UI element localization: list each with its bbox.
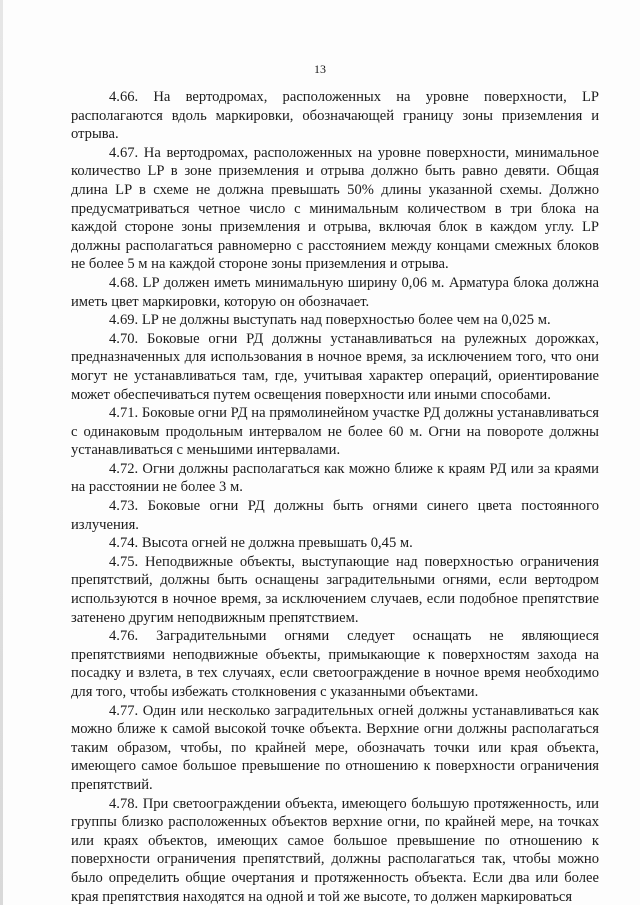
paragraph-4-69: 4.69. LP не должны выступать над поверхностью более чем на 0,025 м. bbox=[109, 312, 551, 329]
paragraph-4-72: 4.72. Огни должны располагаться как можно ближе к краям РД или за краями на расстоянии не более 3 м. bbox=[71, 460, 599, 496]
paragraph-4-67: 4.67. На вертодромах, расположенных на уровне поверхности, минимальное количество LP в зоне приземления и отрыва должно быть равно девяти. Общая длина LP в схеме не должна превышать 50% длины указанной схемы. Должно предусматриваться четное число с минимальным количеством в три блока на каждой стороне зоны приземления и отрыва, включая блок в каждом углу. LP должны располагаться равномерно с расстоянием между концами смежных блоков не более 5 м на каждой стороне зоны приземления и отрыва. bbox=[71, 144, 599, 273]
document-body bbox=[71, 88, 599, 906]
paragraph-4-68: 4.68. LP должен иметь минимальную ширину 0,06 м. Арматура блока должна иметь цвет маркировки, которую он обозначает. bbox=[71, 274, 599, 310]
paragraph-4-71: 4.71. Боковые огни РД на прямолинейном участке РД должны устанавливаться с одинаковым продольным интервалом не более 60 м. Огни на повороте должны устанавливаться с меньшими интервалами. bbox=[71, 405, 599, 459]
paragraph-4-70: 4.70. Боковые огни РД должны устанавливаться на рулежных дорожках, предназначенных для использования в ночное время, за исключением того, что они могут не устанавливаться там, где, учитывая характер операций, ориентирование может обеспечиваться путем освещения поверхности или иными способами. bbox=[71, 330, 599, 403]
paragraph-4-73: 4.73. Боковые огни РД должны быть огнями синего цвета постоянного излучения. bbox=[71, 498, 599, 533]
paragraph-4-77: 4.77. Один или несколько заградительных огней должны устанавливаться как можно ближе к самой высокой точке объекта. Верхние огни должны располагаться таким образом, чтобы, по крайней мере, обозначать точки или края объекта, имеющего самое большое превышение по отношению к поверхности ограничения препятствий. bbox=[71, 702, 599, 793]
paragraph-4-75: 4.75. Неподвижные объекты, выступающие над поверхностью ограничения препятствий, должны быть оснащены заградительными огнями, если вертодром используются в ночное время, за исключением случаев, если подобное препятствие затенено другим неподвижным препятствием. bbox=[71, 553, 599, 626]
paragraph-4-78: 4.78. При светоограждении объекта, имеющего большую протяженность, или группы близко расположенных объектов верхние огни, по крайней мере, на точках или краях объектов, имеющих самое большое превышение по отношению к поверхности ограничения препятствий, должны располагаться так, чтобы можно было определить общие очертания и протяженность объекта. Если два или более края препятствия находятся на одной и той же высоте, то должен маркироваться bbox=[71, 795, 599, 905]
paragraph-4-74: 4.74. Высота огней не должна превышать 0,45 м. bbox=[109, 535, 413, 552]
paragraph-4-66: 4.66. На вертодромах, расположенных на уровне поверхности, LP располагаются вдоль маркировки, обозначающей границу зоны приземления и отрыва. bbox=[71, 89, 599, 143]
page-edge bbox=[0, 0, 3, 905]
paragraph-4-76: 4.76. Заградительными огнями следует оснащать не являющиеся препятствиями неподвижные объекты, примыкающие к поверхностям захода на посадку и взлета, в тех случаях, если светоограждение в ночное время необходимо для того, чтобы избежать столкновения с указанными объектами. bbox=[71, 628, 599, 700]
page-number: 13 bbox=[314, 62, 326, 76]
